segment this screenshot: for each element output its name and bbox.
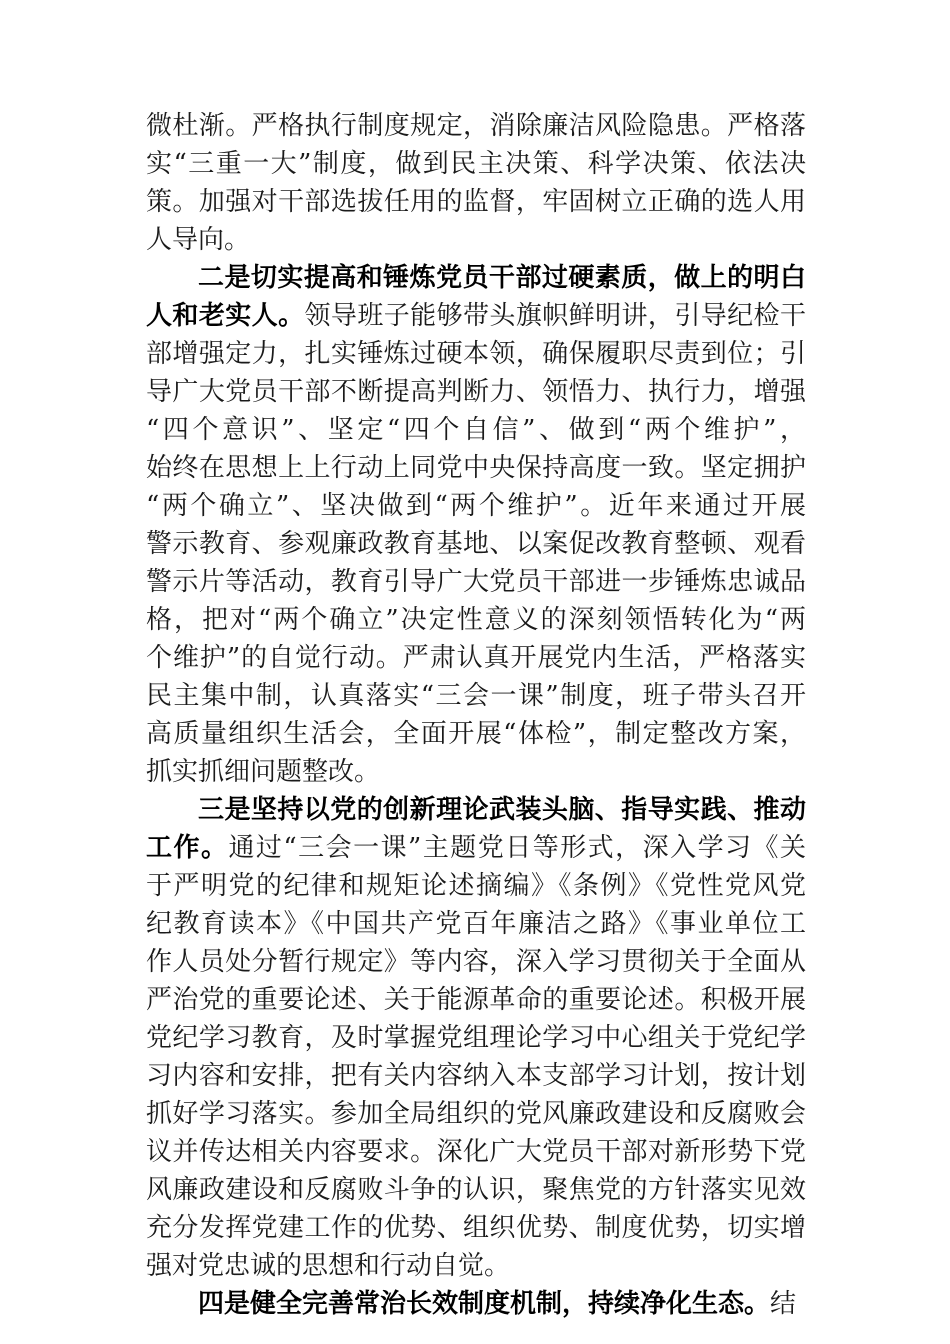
body-text: 始终在思想上上行动上同党中央保持高度一致。坚定拥护 [146, 453, 806, 483]
text-line [146, 297, 806, 335]
body-text: 实“三重一大”制度，做到民主决策、科学决策、依法决 [146, 149, 806, 179]
body-text: 充分发挥党建工作的优势、组织优势、制度优势，切实增 [146, 1213, 806, 1243]
body-text: 个维护”的自觉行动。严肃认真开展党内生活，严格落实 [146, 643, 806, 673]
body-text: 领导班子能够带头旗帜鲜明讲，引导纪检干 [304, 301, 806, 331]
body-text: 部增强定力，扎实锤炼过硬本领，确保履职尽责到位；引 [146, 339, 806, 369]
body-text: 结 [770, 1289, 797, 1319]
text-line [146, 145, 806, 183]
text-line [146, 1019, 806, 1057]
text-line [146, 943, 806, 981]
bold-heading-text: 工作。 [146, 833, 229, 863]
body-text: 导广大党员干部不断提高判断力、领悟力、执行力，增强 [146, 377, 806, 407]
body-text: 作人员处分暂行规定》等内容，深入学习贯彻关于全面从 [146, 947, 806, 977]
body-text: 风廉政建设和反腐败斗争的认识，聚焦党的方针落实见效 [146, 1175, 806, 1205]
text-line [146, 449, 806, 487]
text-line [146, 715, 806, 753]
text-line [146, 1247, 806, 1285]
body-text: 警示教育、参观廉政教育基地、以案促改教育整顿、观看 [146, 529, 806, 559]
bold-heading-text: 三是坚持以党的创新理论武装头脑、指导实践、推动 [198, 795, 806, 825]
text-line [146, 829, 806, 867]
text-line [146, 905, 806, 943]
text-line [146, 107, 806, 145]
text-line [146, 183, 806, 221]
body-text: “四个意识”、坚定“四个自信”、做到“两个维护”， [146, 415, 806, 445]
body-text: 策。加强对干部选拔任用的监督，牢固树立正确的选人用 [146, 187, 806, 217]
body-text: 微杜渐。严格执行制度规定，消除廉洁风险隐患。严格落 [146, 111, 806, 141]
body-text: 纪教育读本》《中国共产党百年廉洁之路》《事业单位工 [146, 909, 806, 939]
text-line [146, 1057, 806, 1095]
text-line [146, 639, 806, 677]
text-line [146, 981, 806, 1019]
body-text: 抓实抓细问题整改。 [146, 757, 381, 787]
text-line [146, 867, 806, 905]
body-text: “两个确立”、坚决做到“两个维护”。近年来通过开展 [146, 491, 806, 521]
body-text: 高质量组织生活会，全面开展“体检”，制定整改方案， [146, 719, 806, 749]
text-line [146, 411, 806, 449]
text-line [146, 221, 806, 259]
body-text: 党纪学习教育，及时掌握党组理论学习中心组关于党纪学 [146, 1023, 806, 1053]
body-text: 人导向。 [146, 225, 251, 255]
body-text: 通过“三会一课”主题党日等形式，深入学习《关 [228, 833, 806, 863]
text-line [146, 373, 806, 411]
text-line [146, 335, 806, 373]
bold-heading-text: 二是切实提高和锤炼党员干部过硬素质，做上的明白 [198, 263, 806, 293]
text-line [198, 1285, 806, 1323]
text-line [146, 525, 806, 563]
text-line [146, 677, 806, 715]
body-text: 格，把对“两个确立”决定性意义的深刻领悟转化为“两 [146, 605, 806, 635]
text-line [146, 1171, 806, 1209]
text-line [146, 1209, 806, 1247]
body-text: 习内容和安排，把有关内容纳入本支部学习计划，按计划 [146, 1061, 806, 1091]
text-line [146, 1133, 806, 1171]
body-text: 警示片等活动，教育引导广大党员干部进一步锤炼忠诚品 [146, 567, 806, 597]
text-line [146, 753, 806, 791]
body-text: 强对党忠诚的思想和行动自觉。 [146, 1251, 511, 1281]
body-text: 议并传达相关内容要求。深化广大党员干部对新形势下党 [146, 1137, 806, 1167]
body-text: 于严明党的纪律和规矩论述摘编》《条例》《党性党风党 [146, 871, 806, 901]
text-line [146, 487, 806, 525]
bold-heading-text: 四是健全完善常治长效制度机制，持续净化生态。 [198, 1289, 771, 1319]
text-line [198, 259, 806, 297]
bold-heading-text: 人和老实人。 [146, 301, 305, 331]
text-line [146, 601, 806, 639]
text-line [198, 791, 806, 829]
body-text: 严治党的重要论述、关于能源革命的重要论述。积极开展 [146, 985, 806, 1015]
text-line [146, 563, 806, 601]
body-text: 抓好学习落实。参加全局组织的党风廉政建设和反腐败会 [146, 1099, 806, 1129]
body-text: 民主集中制，认真落实“三会一课”制度，班子带头召开 [146, 681, 806, 711]
text-line [146, 1095, 806, 1133]
